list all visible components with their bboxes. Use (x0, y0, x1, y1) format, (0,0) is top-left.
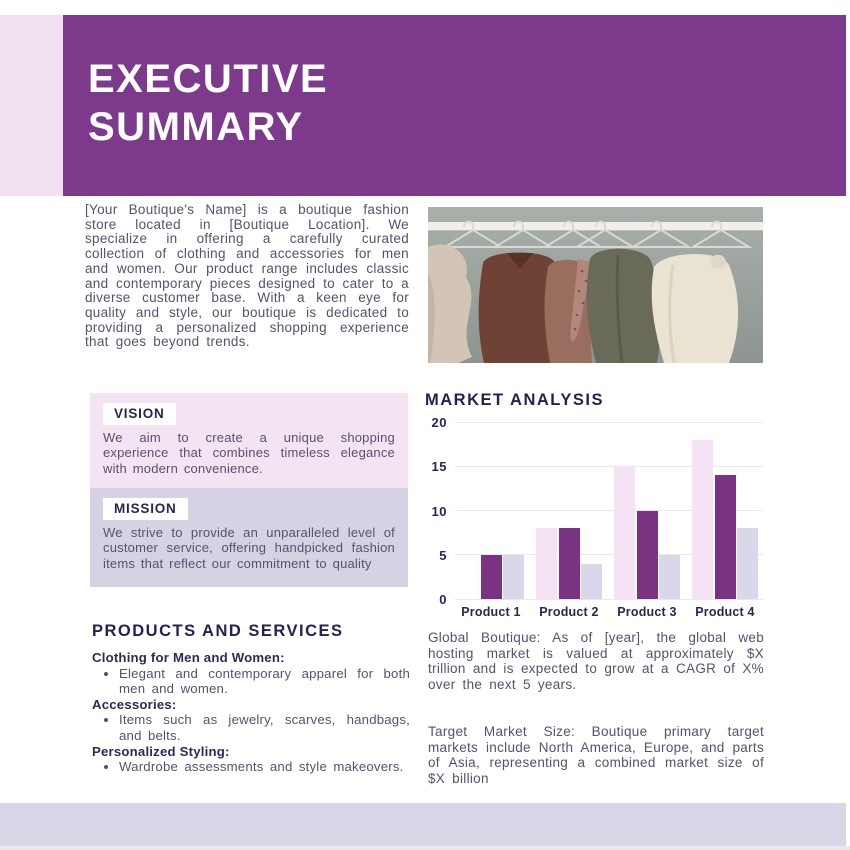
mission-text: We strive to provide an unparalleled level of customer service, offering handpicked fashion items that reflect our commitment to quality (103, 525, 395, 571)
product-group-bullets (92, 712, 410, 743)
y-tick-label: 0 (439, 592, 447, 607)
product-group-bullets (92, 759, 410, 775)
products-services-list (92, 650, 410, 775)
list-item: • Wardrobe assessments and style makeovers. (119, 759, 410, 775)
page-title-line1: EXECUTIVE (88, 57, 329, 101)
market-chart (425, 414, 763, 622)
vision-label: VISION (103, 403, 176, 425)
gridline (455, 466, 763, 467)
list-item: • Items such as jewelry, scarves, handbags, and belts. (119, 712, 410, 743)
bar-series-light-lavender-product-2 (581, 564, 602, 599)
product-group-label: Personalized Styling: (92, 743, 230, 759)
mission-box (90, 488, 408, 587)
page-title-line2: SUMMARY (88, 105, 304, 149)
vision-text: We aim to create a unique shopping experience that combines timeless elegance with modern convenience. (103, 430, 395, 476)
page-bottom-edge (0, 846, 850, 850)
y-tick-label: 15 (431, 459, 447, 475)
market-analysis-heading: MARKET ANALYSIS (425, 391, 604, 409)
x-tick-label: Product 4 (695, 605, 755, 619)
chart-plot (455, 422, 763, 599)
bar-series-light-lavender-product-4 (737, 528, 758, 599)
clothing-rack-illustration (428, 207, 763, 363)
gridline (455, 422, 763, 423)
footer-band (0, 803, 846, 846)
bar-series-dark-purple-product-4 (715, 475, 736, 599)
cream-drape (428, 245, 472, 363)
y-tick-label: 20 (431, 415, 447, 430)
x-tick-label: Product 3 (617, 605, 677, 619)
x-tick-label: Product 1 (461, 605, 521, 619)
product-group-label: Accessories: (92, 696, 177, 712)
clothing-rack-photo (428, 207, 763, 363)
bar-series-dark-purple-product-1 (481, 555, 502, 599)
bar-series-dark-purple-product-2 (559, 528, 580, 599)
y-tick-label: 10 (431, 503, 447, 519)
header-banner (63, 15, 846, 196)
bar-series-dark-purple-product-3 (637, 511, 658, 600)
bar-series-light-pink-product-2 (536, 528, 557, 599)
bar-series-light-pink-product-3 (614, 466, 635, 599)
market-paragraph-global: Global Boutique: As of [year], the global web hosting market is valued at approximately $X trillion and is expected to grow at a CAGR of X% over the next 5 years. (428, 630, 764, 692)
product-group-bullets (92, 666, 410, 697)
intro-paragraph: [Your Boutique's Name] is a boutique fashion store located in [Boutique Location]. We specialize in offering a carefully curated collection of clothing and accessories for men and women. Our product range includes classic and contemporary pieces designed to cater to a diverse customer base. With a keen eye for quality and style, our boutique is dedicated to providing a personalized shopping experience that goes beyond trends. (85, 202, 409, 350)
bar-series-light-lavender-product-3 (659, 555, 680, 599)
page-title (88, 55, 328, 151)
vision-box (90, 393, 408, 488)
market-paragraph-target: Target Market Size: Boutique primary target markets include North America, Europe, and parts of Asia, representing a combined market size of $X billion (428, 724, 764, 786)
products-services-heading: PRODUCTS AND SERVICES (92, 622, 344, 640)
bar-series-light-pink-product-4 (692, 440, 713, 599)
header-side-strip (0, 15, 63, 196)
mission-label: MISSION (103, 498, 188, 520)
list-item: • Elegant and contemporary apparel for both men and women. (119, 666, 410, 697)
rail-shadow (428, 230, 763, 232)
cream-sweater (652, 254, 738, 363)
bar-series-light-lavender-product-1 (503, 555, 524, 599)
product-group-label: Clothing for Men and Women: (92, 650, 285, 665)
x-tick-label: Product 2 (539, 605, 599, 619)
y-tick-label: 5 (439, 547, 447, 563)
olive-coat (587, 249, 661, 363)
